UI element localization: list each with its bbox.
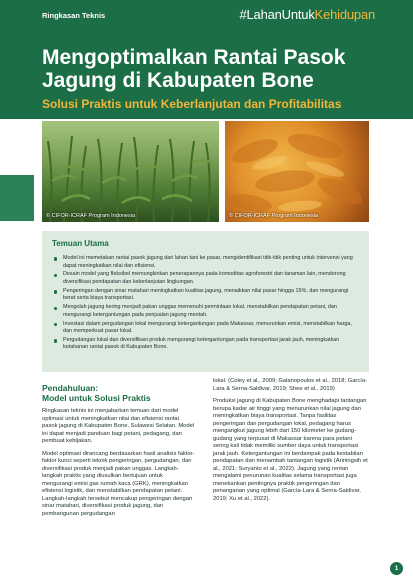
- key-findings-list: [54, 255, 362, 353]
- list-item: Mengolah jagung kering menjadi pakan unggas memenuhi permintaan lokal, menstabilkan pendapatan petani, dan mengurangi ketergantungan pada penjualan jagung mentah.: [54, 304, 362, 319]
- intro-column: [42, 383, 195, 523]
- corn-kernels-illustration: [225, 121, 369, 222]
- header-banner: [0, 0, 413, 119]
- dried-corn-photo: [225, 121, 369, 222]
- right-paragraph-1: lokal. (Coley et al., 2009; Galanopoulos et al., 2018; García-Lara & Serna-Saldivar, 2019; Shee et al., 2019): [213, 378, 368, 392]
- page-number-badge: 1: [390, 562, 403, 575]
- right-paragraph-2: Produksi jagung di Kabupaten Bone menghadapi tantangan berupa kadar air tinggi yang menurunkan nilai jagung dan meningkatkan biaya transportasi. Tanpa fasilitas pengeringan dan pergudangan lokal, pedagang harus mengangkut jagung lebih dari 150 kilometer ke gudang-gudang yang terpusat di Makassar karena para petani sering kali tidak memiliki sumber daya untuk transportasi jarak jauh. Ketergantungan ini berdampak pada kestabilan pendapatan dan menambah tantangan logistik (Ariningsih et al., 2021; Suryanto et al., 2022). Jagung yang rentan mengalami penurunan kualitas selama transportasi juga menekankan pentingnya praktik pengeringan dan penanganan yang optimal (García-Lara & Serna-Saldivar, 2019; Xu et al., 2022).: [213, 398, 368, 502]
- key-findings-heading: Temuan Utama: [52, 239, 109, 248]
- list-item: Pergudangan lokal dan diversifikasi produk mengurangi ketergantungan pada transportasi jarak jauh, meningkatkan ketahanan rantai pasok di Kabupaten Bone.: [54, 337, 362, 352]
- hashtag-prefix: #LahanUntuk: [239, 7, 315, 22]
- corn-plants-illustration: [42, 121, 219, 222]
- right-column: [213, 378, 369, 508]
- list-item: Pengeringan dengan sinar matahari meningkatkan kualitas jagung, menaikkan nilai pasar hingga 15%, dan mengurangi berat serta biaya transportasi.: [54, 288, 362, 303]
- page-title: Mengoptimalkan Rantai Pasok Jagung di Kabupaten Bone: [42, 46, 346, 92]
- list-item: Model ini memetakan rantai pasok jagung dari lahan tani ke pasar, mengidentifikasi titik-titik penting untuk intervensi yang dapat meningkatkan nilai dan efisiensi.: [54, 255, 362, 270]
- intro-paragraph-1: Ringkasan teknis ini menjabarkan temuan dari model optimasi untuk meningkatkan nilai dan efisiensi rantai pasok jagung di Kabupaten Bone, Sulawesi Selatan. Model ini dapat menjadi panduan bagi petani, pedagang, dan pembuat kebijakan.: [42, 408, 195, 444]
- campaign-hashtag: [239, 7, 375, 22]
- intro-paragraph-2: Model optimasi dirancang berdasarkan hasil analisis faktor-faktor kunci seperti teknik pengeringan, pergudangan, dan diversifikasi produk menjadi pakan unggas. Langkah-langkah praktis yang diusulkan bertujuan untuk mengurangi emisi gas rumah kaca (GRK), meningkatkan efisiensi logistik, dan menstabilkan pendapatan petani. Langkah-langkah tersebut mencakup pengeringan dengan sinar matahari, diversifikasi produk jagung, dan pembangunan pergudangan: [42, 450, 195, 517]
- decorative-stripe: [0, 175, 34, 221]
- list-item: Investasi dalam pergudangan lokal mengurangi ketergantungan pada Makassar, menurunkan emisi, menstabilkan harga, dan memperkuat pasar lokal.: [54, 321, 362, 336]
- intro-heading: Pendahuluan:: [42, 383, 99, 393]
- intro-subheading: Model untuk Solusi Praktis: [42, 393, 151, 403]
- list-item: Desain model yang fleksibel memungkinkan penerapannya pada komoditas agroforestri dan tanaman lain, mendorong diversifikasi pendapatan dan keberlanjutan lingkungan.: [54, 271, 362, 286]
- photo-credit-left: © CIFOR-ICRAF Program Indonesia: [46, 213, 136, 219]
- key-findings-box: [42, 231, 369, 372]
- hashtag-highlight: Kehidupan: [314, 7, 375, 22]
- corn-field-photo: [42, 121, 219, 222]
- page-subtitle: Solusi Praktis untuk Keberlanjutan dan Profitabilitas: [42, 97, 342, 111]
- doc-type-label: Ringkasan Teknis: [42, 11, 106, 20]
- photo-credit-right: © CIFOR-ICRAF Program Indonesia: [229, 213, 319, 219]
